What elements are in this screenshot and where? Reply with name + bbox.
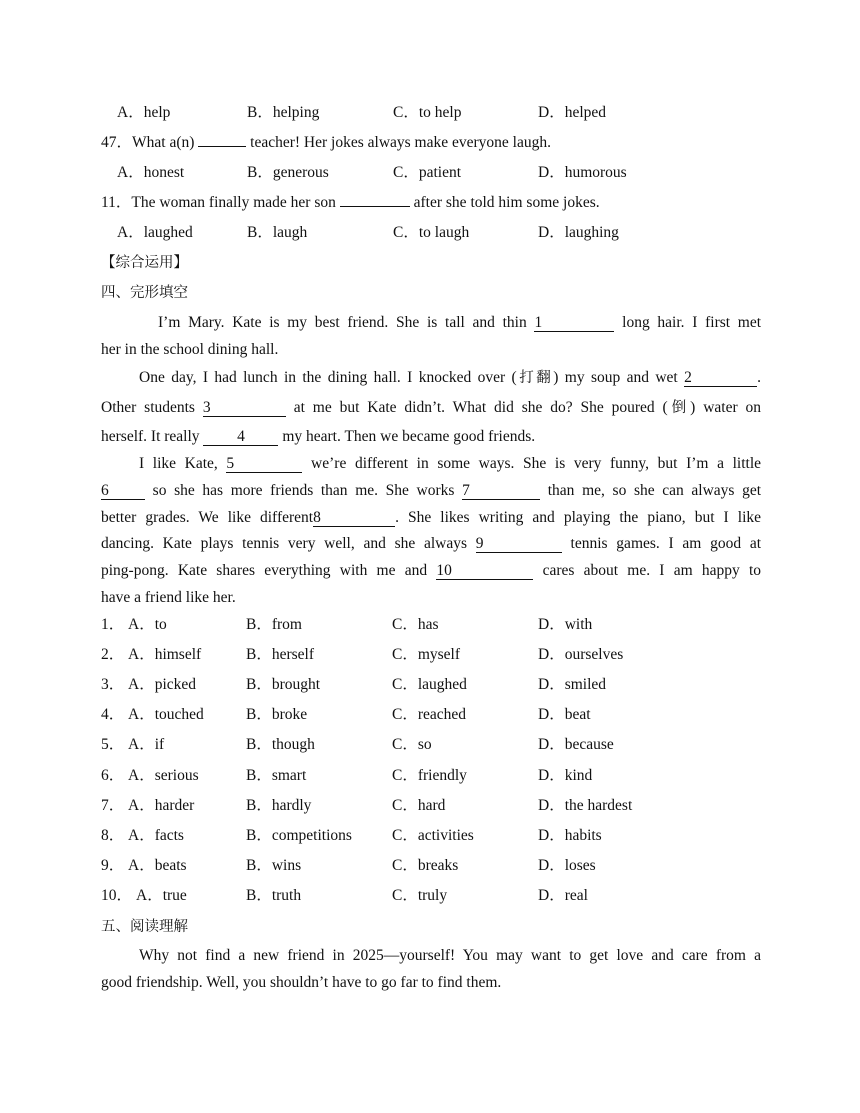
- option-b[interactable]: B．herself: [246, 646, 315, 663]
- option-d[interactable]: D．real: [538, 887, 588, 904]
- cloze-option-row: [0, 766, 860, 786]
- question-number: 10．: [101, 887, 133, 904]
- option-d[interactable]: D．beat: [538, 706, 591, 723]
- question-47-stem-1: 47．What a(n): [101, 134, 199, 151]
- cloze-line: better grades. We like different8 . She likes writing and playing the piano, but I like: [101, 509, 761, 526]
- cloze-line: her in the school dining hall.: [101, 341, 279, 358]
- option-a[interactable]: A．beats: [128, 857, 187, 874]
- option-a[interactable]: A．touched: [128, 706, 204, 723]
- option-d[interactable]: D．the hardest: [538, 797, 633, 814]
- question-number: 7．: [101, 797, 125, 814]
- answer-blank[interactable]: [340, 206, 410, 207]
- option-d: D．helped: [538, 104, 607, 121]
- option-c: C．to laugh: [393, 224, 470, 241]
- cloze-blank-1[interactable]: 1: [534, 314, 614, 332]
- option-d[interactable]: D．loses: [538, 857, 596, 874]
- option-a: A．help: [117, 104, 171, 121]
- question-number: 8．: [101, 827, 125, 844]
- option-a[interactable]: A．facts: [128, 827, 184, 844]
- cloze-blank-6[interactable]: 6: [101, 482, 145, 500]
- question-number: 2．: [101, 646, 125, 663]
- question-number: 5．: [101, 736, 125, 753]
- cloze-blank-5[interactable]: 5: [226, 455, 302, 473]
- option-c: C．to help: [393, 104, 462, 121]
- option-d[interactable]: D．kind: [538, 767, 593, 784]
- question-number: 4．: [101, 706, 125, 723]
- option-b[interactable]: B．truth: [246, 887, 302, 904]
- option-b[interactable]: B．wins: [246, 857, 302, 874]
- cloze-blank-2[interactable]: 2: [684, 369, 757, 387]
- reading-line: good friendship. Well, you shouldn’t have to go far to find them.: [101, 974, 502, 991]
- option-a[interactable]: A．serious: [128, 767, 199, 784]
- option-c[interactable]: C．reached: [392, 706, 467, 723]
- cloze-blank-9[interactable]: 9: [476, 535, 562, 553]
- option-c[interactable]: C．truly: [392, 887, 448, 904]
- option-b[interactable]: B．smart: [246, 767, 307, 784]
- option-c[interactable]: C．friendly: [392, 767, 467, 784]
- option-c[interactable]: C．so: [392, 736, 432, 753]
- cloze-line: herself. It really 4 my heart. Then we became good friends.: [101, 428, 536, 445]
- option-a[interactable]: A．if: [128, 736, 165, 753]
- cloze-option-row: [0, 826, 860, 846]
- option-a[interactable]: A．true: [136, 887, 187, 904]
- cloze-line: I’m Mary. Kate is my best friend. She is tall and thin 1 long hair. I first met: [158, 314, 762, 331]
- cloze-blank-4[interactable]: 4: [203, 428, 278, 446]
- cloze-option-row: [0, 735, 860, 755]
- option-b[interactable]: B．hardly: [246, 797, 312, 814]
- option-b: B．generous: [247, 164, 329, 181]
- option-c[interactable]: C．has: [392, 616, 439, 633]
- question-number: 3．: [101, 676, 125, 693]
- question-11-stem-1: 11．The woman finally made her son: [101, 194, 340, 211]
- cloze-line: Other students 3 at me but Kate didn’t. What did she do? She poured (倒) water on: [101, 399, 761, 416]
- option-c: C．patient: [393, 164, 462, 181]
- option-d[interactable]: D．because: [538, 736, 614, 753]
- question-47-stem-2: teacher! Her jokes always make everyone laugh.: [246, 134, 551, 151]
- option-d[interactable]: D．with: [538, 616, 593, 633]
- cloze-line: 6 so she has more friends than me. She works 7 than me, so she can always get: [101, 482, 762, 499]
- option-b[interactable]: B．though: [246, 736, 315, 753]
- option-d[interactable]: D．habits: [538, 827, 602, 844]
- option-a[interactable]: A．picked: [128, 676, 197, 693]
- cloze-blank-3[interactable]: 3: [203, 399, 286, 417]
- cloze-option-row: [0, 796, 860, 816]
- question-number: 1．: [101, 616, 125, 633]
- section-header-integrated: 【综合运用】: [101, 255, 188, 271]
- reading-line: Why not find a new friend in 2025—yourself! You may want to get love and care from a: [139, 947, 761, 964]
- question-11: [101, 193, 761, 213]
- option-c[interactable]: C．hard: [392, 797, 446, 814]
- option-b[interactable]: B．from: [246, 616, 302, 633]
- option-a[interactable]: A．harder: [128, 797, 195, 814]
- option-c[interactable]: C．activities: [392, 827, 474, 844]
- option-d: D．laughing: [538, 224, 619, 241]
- section-header-reading: 五、阅读理解: [101, 919, 188, 935]
- question-number: 6．: [101, 767, 125, 784]
- option-c[interactable]: C．myself: [392, 646, 461, 663]
- answer-blank[interactable]: [198, 146, 246, 147]
- cloze-line: One day, I had lunch in the dining hall. I knocked over (打翻) my soup and wet 2 .: [139, 369, 762, 386]
- option-a: A．honest: [117, 164, 185, 181]
- option-d: D．humorous: [538, 164, 627, 181]
- cloze-blank-7[interactable]: 7: [462, 482, 540, 500]
- option-a[interactable]: A．himself: [128, 646, 202, 663]
- cloze-option-row: [0, 615, 860, 635]
- cloze-option-row: [0, 886, 860, 906]
- option-d[interactable]: D．ourselves: [538, 646, 624, 663]
- option-b[interactable]: B．competitions: [246, 827, 352, 844]
- question-47: [101, 133, 761, 153]
- cloze-option-row: [0, 705, 860, 725]
- option-b[interactable]: B．brought: [246, 676, 321, 693]
- question-number: 9．: [101, 857, 125, 874]
- cloze-line: I like Kate, 5 we’re different in some ways. She is very funny, but I’m a little: [139, 455, 762, 472]
- option-c[interactable]: C．laughed: [392, 676, 467, 693]
- cloze-line: dancing. Kate plays tennis very well, and she always 9 tennis games. I am good at: [101, 535, 762, 552]
- cloze-line: have a friend like her.: [101, 589, 236, 606]
- option-a: A．laughed: [117, 224, 193, 241]
- cloze-blank-8[interactable]: 8: [313, 509, 395, 527]
- cloze-option-row: [0, 856, 860, 876]
- option-a[interactable]: A．to: [128, 616, 167, 633]
- question-11-stem-2: after she told him some jokes.: [409, 194, 600, 211]
- option-b: B．helping: [247, 104, 320, 121]
- option-b[interactable]: B．broke: [246, 706, 308, 723]
- cloze-option-row: [0, 645, 860, 665]
- option-d[interactable]: D．smiled: [538, 676, 607, 693]
- cloze-blank-10[interactable]: 10: [436, 562, 533, 580]
- cloze-option-row: [0, 675, 860, 695]
- cloze-line: ping-pong. Kate shares everything with me and 10 cares about me. I am happy to: [101, 562, 762, 579]
- option-b: B．laugh: [247, 224, 308, 241]
- option-c[interactable]: C．breaks: [392, 857, 459, 874]
- section-header-cloze: 四、完形填空: [101, 285, 188, 301]
